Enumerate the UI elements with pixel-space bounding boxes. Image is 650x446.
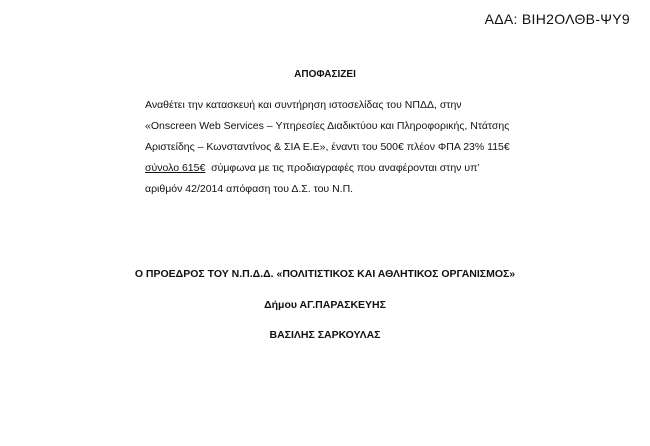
signatory-municipality: Δήμου ΑΓ.ΠΑΡΑΣΚΕΥΗΣ [264,299,386,311]
decision-line-2: «Onscreen Web Services – Υπηρεσίες Διαδικτύου και Πληροφορικής, Ντάτσης [145,120,510,132]
decision-line-3: Αριστείδης – Κωνσταντίνος & ΣΙΑ Ε.Ε», έναντι του 500€ πλέον ΦΠΑ 23% 115€ [145,141,510,153]
decision-line-4 [145,162,480,174]
decision-line-5: αριθμόν 42/2014 απόφαση του Δ.Σ. του Ν.Π. [145,183,354,195]
decision-title: ΑΠΟΦΑΣΙΖΕΙ [294,69,356,80]
signatory-role: Ο ΠΡΟΕΔΡΟΣ ΤΟΥ Ν.Π.Δ.Δ. «ΠΟΛΙΤΙΣΤΙΚΟΣ ΚΑΙ ΑΘΛΗΤΙΚΟΣ ΟΡΓΑΝΙΣΜΟΣ» [134,268,516,280]
signatory-name: ΒΑΣΙΛΗΣ ΣΑΡΚΟΥΛΑΣ [269,329,381,341]
decision-line-4-rest: σύμφωνα με τις προδιαγραφές που αναφέρονται στην υπ’ [205,162,480,174]
decision-line-1: Αναθέτει την κατασκευή και συντήρηση ιστοσελίδας του ΝΠΔΔ, στην [145,99,462,111]
total-amount: σύνολο 615€ [145,162,206,174]
ada-code: ΑΔΑ: ΒΙΗ2ΟΛΘΒ-ΨΥ9 [484,11,630,27]
